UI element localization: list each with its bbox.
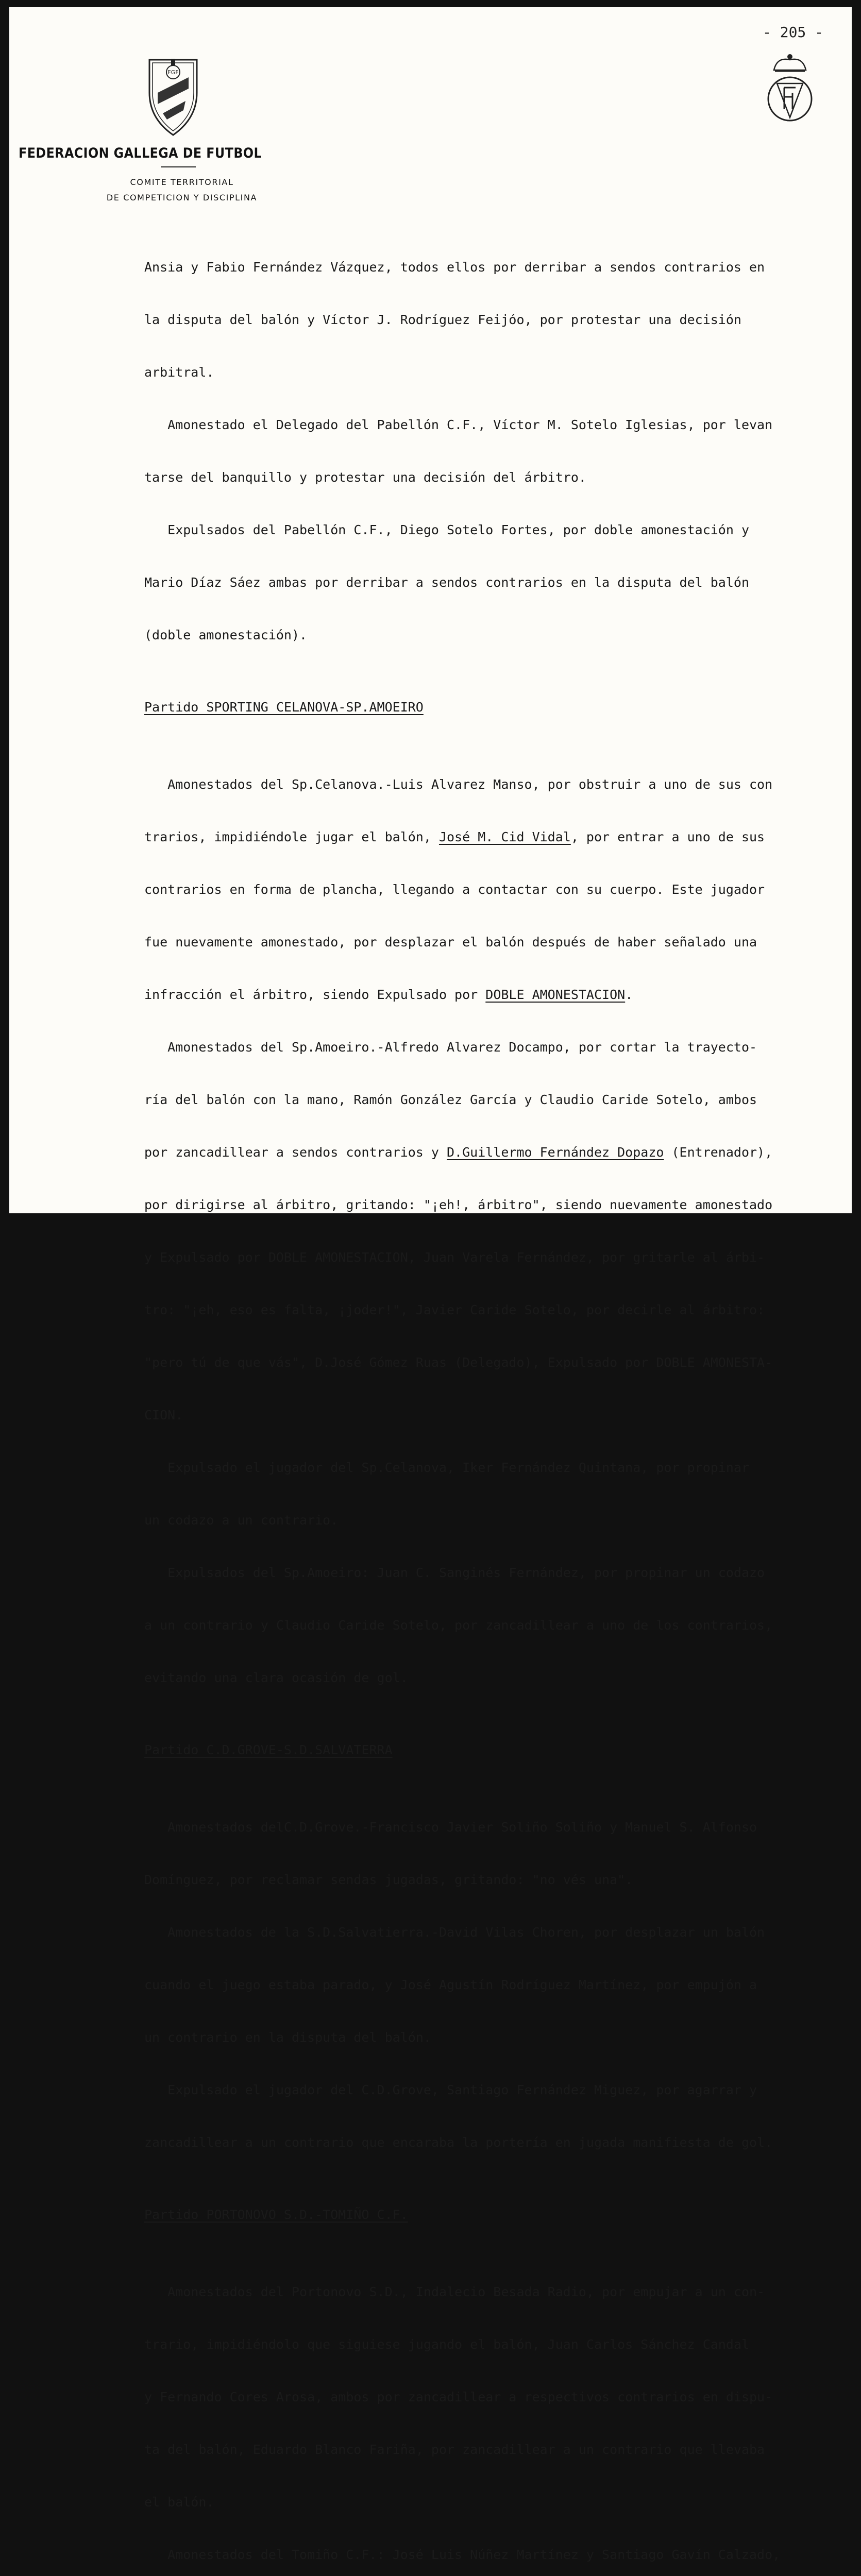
text-line: y Expulsado por DOBLE AMONESTACION, Juan Varela Fernández, por gritarle al árbi-: [144, 1250, 765, 1265]
text-line: Amonestados del Portonovo S.D., Indalecio Besada Radio, por empujar a un con-: [144, 2284, 765, 2299]
committee-line-2: DE COMPETICION Y DISCIPLINA: [106, 193, 258, 202]
text-line: y Fernando Cores Arosa, ambos por zancadillear a respectivos contrarios en dispu-: [144, 2389, 773, 2404]
text-line: Domínguez, por reclamar sendas jugadas, gritando: "no vés una".: [144, 1872, 633, 1887]
text-line: un codazo a un contrario.: [144, 1513, 339, 1528]
text-run: , por entrar a uno de sus: [570, 829, 765, 844]
text-run: .: [625, 987, 633, 1002]
text-line: Expulsados del Sp.Amoeiro: Juan C. Sanginés Fernández, por propinar un codazo: [144, 1565, 765, 1580]
underlined-name: José M. Cid Vidal: [438, 829, 571, 844]
text-line: [144, 828, 855, 846]
text-line: zancadillear a un contrario que encaraba la portería en jugada manifiesta de gol.: [144, 2135, 773, 2150]
text-line: [144, 1144, 855, 1161]
text-line: [144, 986, 855, 1004]
page-number: - 205 -: [763, 24, 824, 41]
text-line: fue nuevamente amonestado, por desplazar el balón después de haber señalado una: [144, 935, 757, 950]
text-line: Amonestados del Sp.Amoeiro.-Alfredo Alvarez Docampo, por cortar la trayecto-: [144, 1040, 757, 1055]
organization-name: FEDERACION GALLEGA DE FUTBOL: [19, 145, 262, 161]
text-line: Amonestados de la S.D.Salvatierra.-David Vilas Choren, por desplazar un balón: [144, 1925, 765, 1940]
text-line: cuando el juego estaba parado, y José Agustín Rodríguez Martínez, por empujón a: [144, 1977, 757, 1992]
text-line: Expulsado el jugador del C.D.Grove, Santiago Fernández Miguez, por agarrar y: [144, 2082, 757, 2097]
text-run: trarios, impidiéndole jugar el balón,: [144, 829, 439, 844]
match-heading-text: Partido SPORTING CELANOVA-SP.AMOEIRO: [144, 700, 424, 715]
text-line: (doble amonestación).: [144, 628, 308, 642]
text-run: infracción el árbitro, siendo Expulsado por: [144, 987, 486, 1002]
underlined-name: D.Guillermo Fernández Dopazo: [447, 1145, 664, 1160]
text-line: Mario Díaz Sáez ambas por derribar a sendos contrarios en la disputa del balón: [144, 575, 749, 590]
match-heading: [144, 2206, 855, 2224]
text-line: Expulsado el jugador del Sp.Celanova, Iker Fernández Quintana, por propinar: [144, 1460, 749, 1475]
federation-shield-emblem-icon: [147, 57, 199, 137]
committee-line-1: COMITE TERRITORIAL: [130, 177, 234, 187]
text-line: ta del balón, Eduardo Blanco Fariña, por zancadillear a un contrario que llevaba: [144, 2442, 765, 2457]
crowned-crest-emblem-icon: [762, 52, 818, 129]
text-line: Amonestados del Tomiño C.F.: José Luis Núñez Martínez y Santiago Gavín Calzado,: [144, 2547, 781, 2562]
text-line: "pero tú de que vás", D.José Gómez Ruas (Delegado), Expulsado por DOBLE AMONESTA-: [144, 1355, 773, 1370]
text-line: ría del balón con la mano, Ramón González García y Claudio Caride Sotelo, ambos: [144, 1092, 757, 1107]
text-line: Amonestado el Delegado del Pabellón C.F., Víctor M. Sotelo Iglesias, por levan: [144, 417, 773, 432]
text-line: Amonestados del Sp.Celanova.-Luis Alvarez Manso, por obstruir a uno de sus con: [144, 777, 773, 792]
underlined-sanction: DOBLE AMONESTACION: [485, 987, 626, 1002]
text-run: (Entrenador),: [664, 1145, 773, 1160]
text-line: a un contrario y Claudio Caride Sotelo, por zancadillear a uno de los contrarios,: [144, 1618, 773, 1633]
match-heading: [144, 1741, 855, 1759]
text-line: la disputa del balón y Víctor J. Rodríguez Feijóo, por protestar una decisión: [144, 312, 741, 327]
match-heading: [144, 699, 855, 716]
header-divider: [161, 166, 196, 167]
text-line: tro: "¡eh, eso es falta, ¡joder!", Javier Caride Sotelo, por decirle al árbitro:: [144, 1302, 765, 1317]
match-heading-text: Partido PORTONOVO S.D.-TOMIÑO C.F.: [144, 2207, 408, 2222]
text-line: Ansia y Fabio Fernández Vázquez, todos ellos por derribar a sendos contrarios en: [144, 260, 765, 275]
document-body: [144, 224, 855, 2576]
text-line: Amonestados delC.D.Grove.-Francisco Javier Soliño Soliño y Manuel S. Alfonso: [144, 1820, 757, 1835]
text-line: evitando una clara ocasión de gol.: [144, 1670, 408, 1685]
document-page: [9, 7, 852, 2562]
text-line: contrarios en forma de plancha, llegando a contactar con su cuerpo. Este jugador: [144, 882, 765, 897]
text-line: tarse del banquillo y protestar una decisión del árbitro.: [144, 470, 586, 485]
text-line: el balón.: [144, 2495, 214, 2510]
svg-text:FGF: FGF: [167, 69, 179, 76]
match-heading-text: Partido C.D.GROVE-S.D.SALVATERRA: [144, 1742, 393, 1757]
text-line: un contrario en la disputa del balón.: [144, 2030, 431, 2045]
text-line: trario, impidiéndolo que siguiese jugando el balón, Juan Carlos Sánchez Candal: [144, 2337, 749, 2352]
text-line: Expulsados del Pabellón C.F., Diego Sotelo Fortes, por doble amonestación y: [144, 522, 749, 537]
text-line: CION.: [144, 1408, 183, 1422]
text-line: por dirigirse al árbitro, gritando: "¡eh!, árbitro", siendo nuevamente amonestado: [144, 1197, 773, 1212]
text-run: por zancadillear a sendos contrarios y: [144, 1145, 447, 1160]
text-line: arbitral.: [144, 365, 214, 380]
